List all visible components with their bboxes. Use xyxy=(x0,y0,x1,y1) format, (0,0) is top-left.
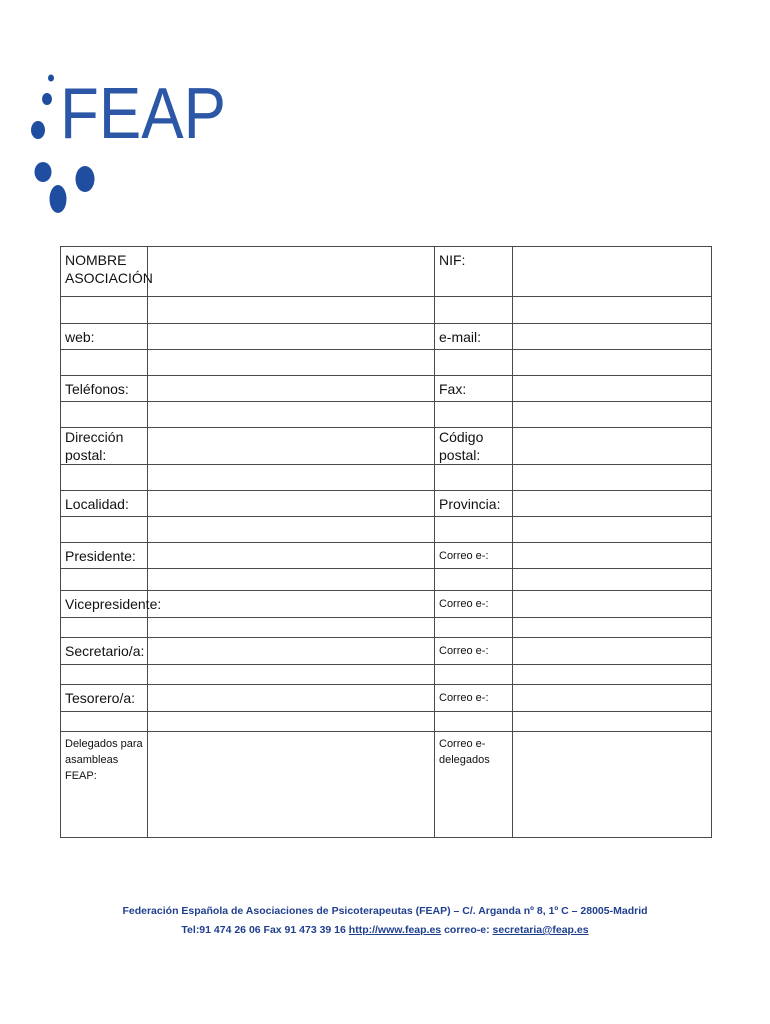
field-vicepresidente[interactable] xyxy=(148,591,435,618)
label-nif: NIF: xyxy=(435,247,513,297)
field-correo-presidente[interactable] xyxy=(513,543,712,569)
field-web[interactable] xyxy=(148,324,435,350)
form-row-tesorero xyxy=(61,685,712,712)
logo-dot xyxy=(76,166,95,192)
form-row-localidad xyxy=(61,491,712,517)
label-correo-tesorero: Correo e-: xyxy=(435,685,513,712)
logo-dot xyxy=(31,121,45,139)
field-nif[interactable] xyxy=(513,247,712,297)
field-presidente[interactable] xyxy=(148,543,435,569)
feap-logo xyxy=(28,68,238,218)
footer-contact xyxy=(0,921,770,940)
label-vicepresidente: Vicepresidente: xyxy=(61,591,148,618)
field-correo-tesorero[interactable] xyxy=(513,685,712,712)
spacer-row xyxy=(61,297,712,324)
field-secretario[interactable] xyxy=(148,638,435,665)
logo-dot xyxy=(35,162,52,182)
label-codigo-postal: Código postal: xyxy=(435,428,513,465)
spacer-row xyxy=(61,618,712,638)
field-nombre-asociacion[interactable] xyxy=(148,247,435,297)
label-provincia: Provincia: xyxy=(435,491,513,517)
label-delegados: Delegados para asambleas FEAP: xyxy=(61,732,148,838)
footer-address: Federación Española de Asociaciones de Psicoterapeutas (FEAP) – C/. Arganda nº 8, 1º C – 28005-Madrid xyxy=(122,905,648,917)
field-localidad[interactable] xyxy=(148,491,435,517)
form-row-web xyxy=(61,324,712,350)
form-row-telefonos xyxy=(61,376,712,402)
form-row-vicepresidente xyxy=(61,591,712,618)
form-row-secretario xyxy=(61,638,712,665)
label-email: e-mail: xyxy=(435,324,513,350)
label-correo-secretario: Correo e-: xyxy=(435,638,513,665)
field-provincia[interactable] xyxy=(513,491,712,517)
spacer-row xyxy=(61,517,712,543)
label-correo-vicepresidente: Correo e-: xyxy=(435,591,513,618)
spacer-row xyxy=(61,350,712,376)
label-presidente: Presidente: xyxy=(61,543,148,569)
field-correo-vicepresidente[interactable] xyxy=(513,591,712,618)
label-correo-presidente: Correo e-: xyxy=(435,543,513,569)
form-row-nombre xyxy=(61,247,712,297)
spacer-row xyxy=(61,712,712,732)
footer-phone-fax: Tel:91 474 26 06 Fax 91 473 39 16 xyxy=(181,924,349,936)
footer-email-label: correo-e: xyxy=(441,924,493,936)
field-correo-delegados[interactable] xyxy=(513,732,712,838)
label-fax: Fax: xyxy=(435,376,513,402)
spacer-row xyxy=(61,665,712,685)
field-delegados[interactable] xyxy=(148,732,435,838)
label-direccion-postal: Dirección postal: xyxy=(61,428,148,465)
field-telefonos[interactable] xyxy=(148,376,435,402)
label-web: web: xyxy=(61,324,148,350)
label-nombre-asociacion: NOMBRE ASOCIACIÓN xyxy=(61,247,148,297)
field-direccion-postal[interactable] xyxy=(148,428,435,465)
logo-dot xyxy=(42,93,52,105)
field-fax[interactable] xyxy=(513,376,712,402)
spacer-row xyxy=(61,402,712,428)
field-tesorero[interactable] xyxy=(148,685,435,712)
form-row-presidente xyxy=(61,543,712,569)
association-form-table xyxy=(60,246,712,838)
label-localidad: Localidad: xyxy=(61,491,148,517)
field-correo-secretario[interactable] xyxy=(513,638,712,665)
logo-dot xyxy=(50,185,67,213)
form-row-direccion xyxy=(61,428,712,465)
spacer-row xyxy=(61,569,712,591)
footer-email-link[interactable]: secretaria@feap.es xyxy=(492,924,589,936)
logo-wordmark: FEAP xyxy=(60,74,226,154)
label-telefonos: Teléfonos: xyxy=(61,376,148,402)
label-correo-delegados: Correo e-delegados xyxy=(435,732,513,838)
label-secretario: Secretario/a: xyxy=(61,638,148,665)
footer-website-link[interactable]: http://www.feap.es xyxy=(348,924,442,936)
spacer-row xyxy=(61,465,712,491)
field-codigo-postal[interactable] xyxy=(513,428,712,465)
footer xyxy=(0,902,770,940)
form-row-delegados xyxy=(61,732,712,838)
label-tesorero: Tesorero/a: xyxy=(61,685,148,712)
logo-dot xyxy=(48,75,54,82)
field-email[interactable] xyxy=(513,324,712,350)
